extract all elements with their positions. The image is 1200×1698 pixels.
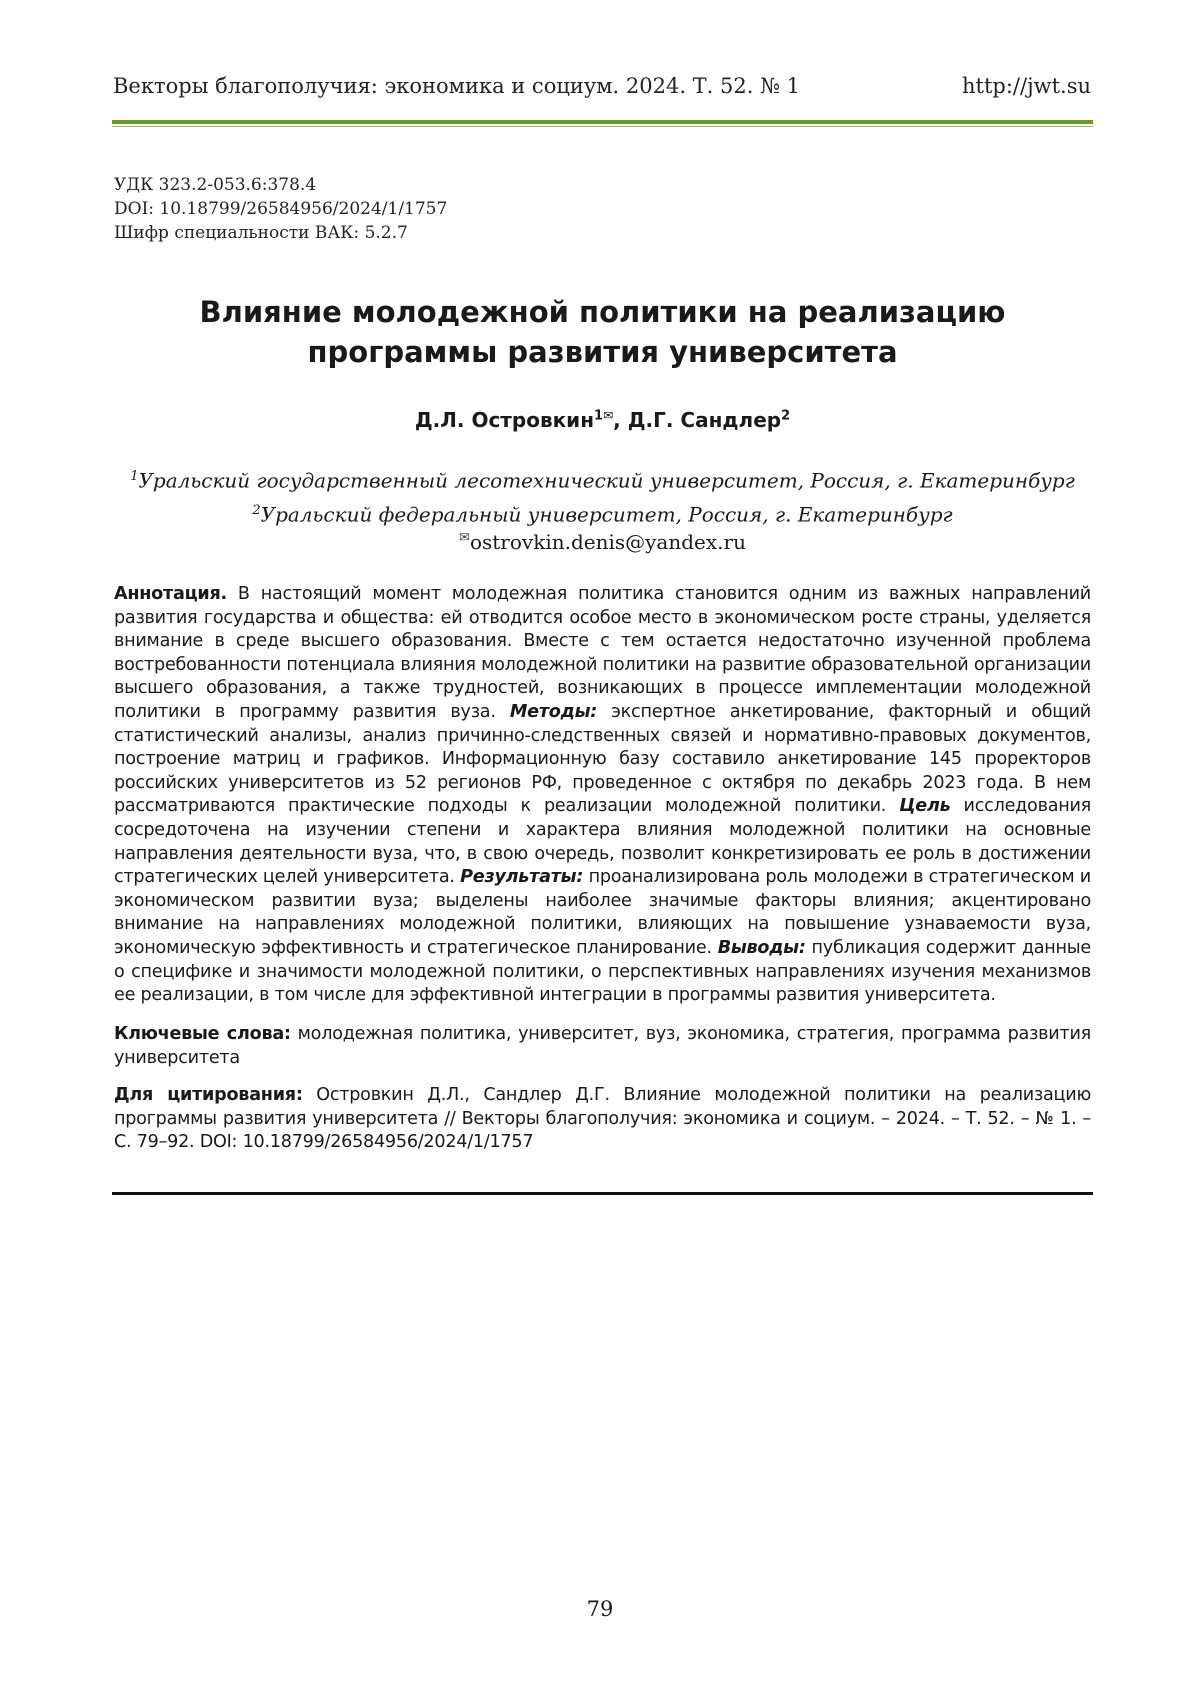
affiliation-1-text: Уральский государственный лесотехнический университет, Россия, г. Екатеринбург (138, 468, 1075, 493)
running-header (113, 74, 1091, 98)
article-title (112, 292, 1093, 372)
aim-label: Цель (899, 796, 951, 817)
citation-text: Островкин Д.Л., Сандлер Д.Г. Влияние молодежной политики на реализацию программы развития университета // Векторы благополучия: экономика и социум. – 2024. – Т. 52. – № 1. – С. 79–92. DOI: 10.18799/26584956/2024/1/1757 (114, 1085, 1091, 1153)
email-address[interactable]: ostrovkin.denis@yandex.ru (469, 530, 746, 554)
abstract-text-3: исследования сосредоточена на изучении степени и характера влияния молодежной политики на основные направления деятельности вуза, что, в свою очередь, позволит конкретизировать ее роль в достижении стратегических целей университета. (114, 796, 1091, 888)
article-meta (114, 173, 447, 245)
keywords-label: Ключевые слова: (114, 1024, 291, 1044)
title-line-2: программы развития университета (307, 335, 898, 369)
author-separator: , (613, 408, 628, 432)
abstract-text-1: В настоящий момент молодежная политика становится одним из важных направлений развития государства и общества: ей отводится особое место в экономическом росте страны, уделяется внимание в среде высшего образования. Вместе с тем остается недостаточно изученной проблема востребованности потенциала влияния молодежной политики на развитие образовательной организации высшего образования, а также трудностей, возникающих в процессе имплементации молодежной политики в программу развития вуза. (114, 584, 1091, 722)
citation (114, 1084, 1091, 1155)
affiliation-1-sup: 1 (130, 469, 139, 484)
corresponding-email (112, 530, 1093, 554)
author-1-affil: 1 (594, 408, 604, 424)
abstract-text-5: публикация содержит данные о специфике и значимости молодежной политики, о перспективных направлениях изучения механизмов ее реализации, в том числе для эффективной интеграции в программы развития университета. (114, 937, 1092, 1006)
affiliation-2-text: Уральский федеральный университет, Россия, г. Екатеринбург (260, 502, 953, 527)
keywords (114, 1023, 1091, 1070)
abstract (114, 583, 1091, 1008)
author-1: Д.Л. Островкин (414, 408, 595, 432)
author-2-affil: 2 (781, 408, 791, 424)
abstract-label: Аннотация. (114, 584, 227, 604)
keywords-text: молодежная политика, университет, вуз, экономика, стратегия, программа развития университета (114, 1024, 1091, 1068)
citation-label: Для цитирования: (114, 1085, 303, 1105)
journal-url[interactable]: http://jwt.su (962, 74, 1091, 98)
authors (112, 408, 1093, 432)
section-divider (112, 1192, 1093, 1195)
envelope-icon: ✉ (459, 530, 470, 546)
page-number: 79 (586, 1597, 614, 1621)
affiliation-2 (112, 496, 1093, 530)
header-rule-thin (112, 126, 1093, 127)
abstract-text-4: проанализирована роль молодежи в стратегическом и экономическом развитии вуза; выделены наиболее значимые факторы влияния; акцентировано внимание на направлениях молодежной политики, влияющих на повышение узнаваемости вуза, экономическую эффективность и стратегическое планирование. (114, 867, 1091, 958)
udc-code: УДК 323.2-053.6:378.4 (114, 175, 317, 195)
conclusions-label: Выводы: (717, 937, 806, 958)
affiliations (112, 462, 1093, 529)
vak-code: Шифр специальности ВАК: 5.2.7 (114, 223, 408, 243)
affiliation-2-sup: 2 (252, 502, 261, 518)
abstract-text-2: экспертное анкетирование, факторный и общий статистический анализы, анализ причинно-следственных связей и нормативно-правовых документов, построение матриц и графиков. Информационную базу составило анкетирование 145 проректоров российских университетов из 52 регионов РФ, проведенное с октября по декабрь 2023 года. В нем рассматриваются практические подходы к реализации молодежной политики. (114, 701, 1091, 817)
header-rule (112, 120, 1093, 124)
envelope-icon: ✉ (603, 408, 614, 423)
affiliation-1 (112, 462, 1093, 496)
doi: DOI: 10.18799/26584956/2024/1/1757 (114, 199, 448, 219)
title-line-1: Влияние молодежной политики на реализацию (199, 295, 1006, 329)
results-label: Результаты: (460, 867, 584, 888)
author-2: Д.Г. Сандлер (627, 408, 782, 432)
journal-name: Векторы благополучия: экономика и социум. 2024. Т. 52. № 1 (113, 74, 801, 98)
methods-label: Методы: (509, 701, 598, 722)
